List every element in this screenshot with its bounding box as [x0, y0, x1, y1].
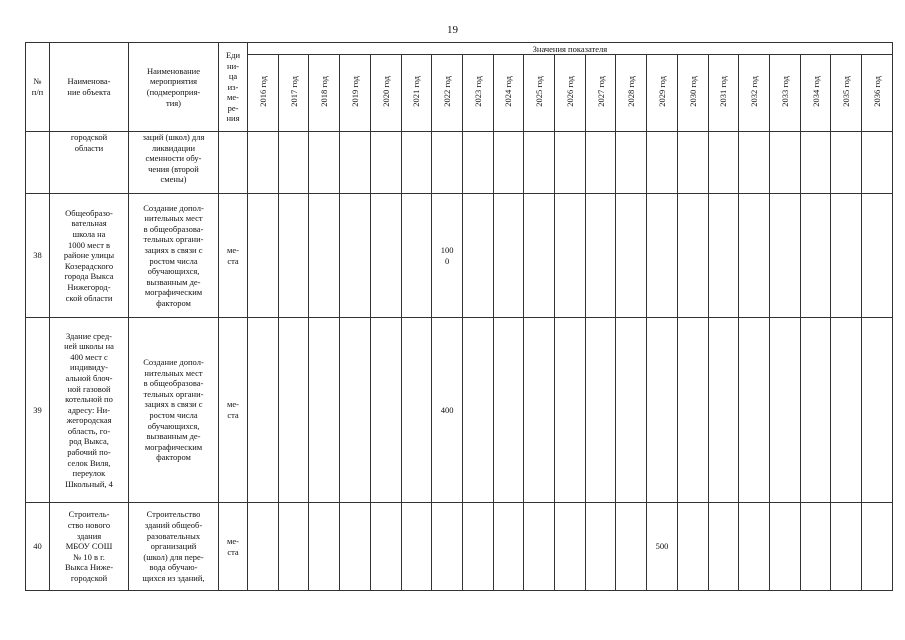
value-cell: [340, 503, 371, 591]
value-cell: [278, 194, 309, 318]
value-cell: [401, 132, 432, 194]
value-cell: [831, 194, 862, 318]
table-row: [26, 503, 893, 591]
header-num: № п/п: [26, 43, 50, 132]
value-cell: [831, 132, 862, 194]
value-cell: [278, 318, 309, 503]
table-row: [26, 194, 893, 318]
value-cell: [248, 194, 279, 318]
value-cell: [769, 503, 800, 591]
value-cell: [677, 132, 708, 194]
header-year: [862, 55, 893, 132]
unit-cell: ме- ста: [219, 318, 248, 503]
value-cell: [862, 132, 893, 194]
table-row: [26, 318, 893, 503]
header-year: [616, 55, 647, 132]
value-cell: [340, 194, 371, 318]
header-year: [585, 55, 616, 132]
header-year-label: 2032 год: [749, 76, 760, 108]
header-year: [647, 55, 678, 132]
value-cell: [248, 503, 279, 591]
header-year: [493, 55, 524, 132]
value-cell: [432, 503, 463, 591]
value-cell: [524, 132, 555, 194]
value-cell: 100 0: [432, 194, 463, 318]
value-cell: [647, 132, 678, 194]
header-year: [769, 55, 800, 132]
object-name-cell: городской области: [50, 132, 129, 194]
value-cell: [462, 194, 493, 318]
header-object: Наименова- ние объекта: [50, 43, 129, 132]
header-year: [370, 55, 401, 132]
value-cell: [248, 318, 279, 503]
table-body: [26, 132, 893, 591]
header-year-label: 2021 год: [411, 76, 422, 108]
header-year-label: 2028 год: [626, 76, 637, 108]
value-cell: [309, 194, 340, 318]
header-year: [831, 55, 862, 132]
value-cell: [524, 503, 555, 591]
header-year-label: 2025 год: [534, 76, 545, 108]
header-year: [462, 55, 493, 132]
value-cell: [585, 318, 616, 503]
unit-cell: ме- ста: [219, 194, 248, 318]
header-year: [524, 55, 555, 132]
header-year: [309, 55, 340, 132]
value-cell: [370, 194, 401, 318]
header-year-label: 2019 год: [349, 76, 360, 108]
header-year-label: 2022 год: [442, 76, 453, 108]
value-cell: [739, 194, 770, 318]
header-year-label: 2017 год: [288, 76, 299, 108]
header-year-label: 2033 год: [779, 76, 790, 108]
value-cell: [862, 194, 893, 318]
header-year-label: 2034 год: [810, 76, 821, 108]
indicator-table: [25, 42, 893, 591]
value-cell: 500: [647, 503, 678, 591]
header-year-label: 2027 год: [595, 76, 606, 108]
row-number-cell: 38: [26, 194, 50, 318]
event-name-cell: заций (школ) для ликвидации сменности обу- чения (второй смены): [129, 132, 219, 194]
header-event: Наименование мероприятия (подмероприя- тия): [129, 43, 219, 132]
unit-cell: ме- ста: [219, 503, 248, 591]
value-cell: [616, 132, 647, 194]
object-name-cell: Общеобразо- вательная школа на 1000 мест в районе улицы Козерадского города Выкса Нижегород- ской области: [50, 194, 129, 318]
value-cell: [493, 194, 524, 318]
value-cell: [800, 503, 831, 591]
value-cell: [340, 132, 371, 194]
header-year: [739, 55, 770, 132]
header-year: [708, 55, 739, 132]
header-year-label: 2026 год: [564, 76, 575, 108]
value-cell: [769, 194, 800, 318]
value-cell: [585, 132, 616, 194]
page-number: 19: [447, 24, 458, 36]
unit-cell: [219, 132, 248, 194]
value-cell: [309, 503, 340, 591]
value-cell: [432, 132, 463, 194]
value-cell: [555, 503, 586, 591]
value-cell: [462, 503, 493, 591]
value-cell: [585, 194, 616, 318]
event-name-cell: Создание допол- нительных мест в общеобразова- тельных органи- зациях в связи с ростом числа обучающихся, вызванным де- мографическим фактором: [129, 194, 219, 318]
header-year: [401, 55, 432, 132]
value-cell: [278, 132, 309, 194]
value-cell: [309, 132, 340, 194]
value-cell: [493, 503, 524, 591]
value-cell: [248, 132, 279, 194]
value-cell: [831, 318, 862, 503]
object-name-cell: Строитель- ство нового здания МБОУ СОШ № 10 в г. Выкса Ниже- городской: [50, 503, 129, 591]
header-year: [248, 55, 279, 132]
value-cell: [831, 503, 862, 591]
value-cell: [524, 318, 555, 503]
value-cell: [370, 132, 401, 194]
header-year-label: 2029 год: [656, 76, 667, 108]
row-number-cell: 39: [26, 318, 50, 503]
value-cell: [309, 318, 340, 503]
header-year: [278, 55, 309, 132]
value-cell: [647, 318, 678, 503]
header-row-group: [26, 43, 893, 55]
value-cell: [616, 318, 647, 503]
value-cell: [708, 194, 739, 318]
value-cell: 400: [432, 318, 463, 503]
value-cell: [370, 503, 401, 591]
value-cell: [677, 318, 708, 503]
value-cell: [647, 194, 678, 318]
value-cell: [555, 194, 586, 318]
value-cell: [401, 318, 432, 503]
value-cell: [800, 318, 831, 503]
header-year-label: 2020 год: [380, 76, 391, 108]
value-cell: [616, 503, 647, 591]
header-year-label: 2036 год: [871, 76, 882, 108]
value-cell: [493, 318, 524, 503]
header-year-label: 2030 год: [687, 76, 698, 108]
header-year-label: 2035 год: [841, 76, 852, 108]
value-cell: [462, 132, 493, 194]
value-cell: [708, 318, 739, 503]
event-name-cell: Создание допол- нительных мест в общеобразова- тельных органи- зациях в связи с ростом числа обучающихся, вызванным де- мографическим фактором: [129, 318, 219, 503]
header-year: [800, 55, 831, 132]
header-year-label: 2024 год: [503, 76, 514, 108]
header-year: [432, 55, 463, 132]
value-cell: [769, 132, 800, 194]
value-cell: [340, 318, 371, 503]
value-cell: [585, 503, 616, 591]
value-cell: [677, 194, 708, 318]
value-cell: [862, 503, 893, 591]
value-cell: [800, 194, 831, 318]
row-number-cell: [26, 132, 50, 194]
object-name-cell: Здание сред- ней школы на 400 мест с индивиду- альной блоч- ной газовой котельной по адресу: Ни- жегородская область, го- род Выкса, рабочий по- селок Виля, переулок Школьный, 4: [50, 318, 129, 503]
value-cell: [524, 194, 555, 318]
header-year-label: 2023 год: [472, 76, 483, 108]
row-number-cell: 40: [26, 503, 50, 591]
header-year: [555, 55, 586, 132]
value-cell: [555, 132, 586, 194]
header-year: [677, 55, 708, 132]
value-cell: [616, 194, 647, 318]
header-values-group: Значения показателя: [248, 43, 893, 55]
value-cell: [800, 132, 831, 194]
header-year-label: 2018 год: [319, 76, 330, 108]
value-cell: [401, 503, 432, 591]
value-cell: [708, 503, 739, 591]
value-cell: [739, 132, 770, 194]
event-name-cell: Строительство зданий общеоб- разовательных организаций (школ) для пере- вода обучаю- щихся из зданий,: [129, 503, 219, 591]
table-row: [26, 132, 893, 194]
header-year: [340, 55, 371, 132]
value-cell: [739, 318, 770, 503]
value-cell: [769, 318, 800, 503]
header-year-label: 2031 год: [718, 76, 729, 108]
value-cell: [462, 318, 493, 503]
value-cell: [555, 318, 586, 503]
header-unit: Еди ни- ца из- ме- ре- ния: [219, 43, 248, 132]
value-cell: [862, 318, 893, 503]
header-year-label: 2016 год: [257, 76, 268, 108]
value-cell: [708, 132, 739, 194]
value-cell: [401, 194, 432, 318]
value-cell: [370, 318, 401, 503]
value-cell: [677, 503, 708, 591]
value-cell: [493, 132, 524, 194]
value-cell: [739, 503, 770, 591]
value-cell: [278, 503, 309, 591]
